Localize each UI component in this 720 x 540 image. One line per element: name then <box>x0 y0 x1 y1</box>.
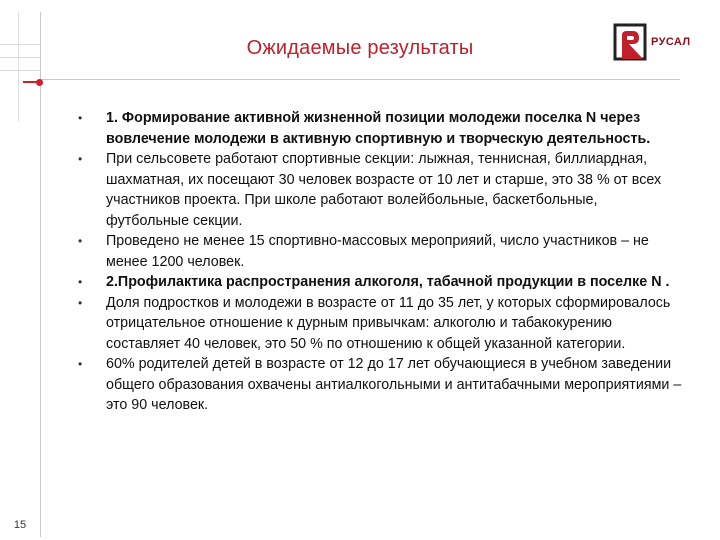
list-item: • Доля подростков и молодежи в возрасте от 11 до 35 лет, у которых сформировалось отрицательное отношение к дурным привычкам: алкоголю и табакокурению составляет 40 человек, это 50 % по отношению к общей указанной категории. <box>78 294 671 352</box>
list-item-text: 60% родителей детей в возрасте от 12 до 17 лет обучающиеся в учебном заведении общего образования охвачены антиалкогольными и антитабачными мероприятиями – это 90 человек. <box>106 356 682 413</box>
rusal-logo-icon <box>613 23 647 61</box>
list-item: • Проведено не менее 15 спортивно-массовых мероприяий, число участников – не менее 1200 человек. <box>78 233 649 270</box>
list-item-text: 1. Формирование активной жизненной позиции молодежи поселка N через вовлечение молодежи в активную спортивную и творческую деятельность. <box>106 110 651 147</box>
left-frame-line <box>40 12 41 537</box>
list-item: • 1. Формирование активной жизненной позиции молодежи поселка N через вовлечение молодежи в активную спортивную и творческую деятельность. <box>78 110 651 147</box>
list-item: • 2.Профилактика распространения алкоголя, табачной продукции в поселке N . <box>78 274 670 290</box>
list-item-text: При сельсовете работают спортивные секции: лыжная, теннисная, биллиардная, шахматная, их посещают 30 человек возрасте от 10 лет и старше, это 38 % от всех участников проекта. При школе работают волейбольные, баскетбольные, футбольные секции. <box>106 151 662 229</box>
list-item-text: Доля подростков и молодежи в возрасте от 11 до 35 лет, у которых сформировалось отрицательное отношение к дурным привычкам: алкоголю и табакокурению составляет 40 человек, это 50 % по отношению к общей указанной категории. <box>106 294 671 352</box>
decorative-tick <box>0 44 40 45</box>
decorative-line <box>18 12 19 122</box>
header-divider <box>40 79 680 80</box>
rusal-logo <box>613 22 703 62</box>
page-number: 15 <box>13 519 27 531</box>
decorative-tick <box>0 57 40 58</box>
list-item: • При сельсовете работают спортивные секции: лыжная, теннисная, биллиардная, шахматная, их посещают 30 человек возрасте от 10 лет и старше, это 38 % от всех участников проекта. При школе работают волейбольные, баскетбольные, футбольные секции. <box>78 151 662 229</box>
list-item-text: Проведено не менее 15 спортивно-массовых мероприяий, число участников – не менее 1200 человек. <box>106 233 649 270</box>
list-item-text: 2.Профилактика распространения алкоголя, табачной продукции в поселке N . <box>106 274 670 290</box>
list-item: • 60% родителей детей в возрасте от 12 до 17 лет обучающиеся в учебном заведении общего образования охвачены антиалкогольными и антитабачными мероприятиями – это 90 человек. <box>78 356 682 413</box>
logo-text: РУСАЛ <box>651 36 691 48</box>
results-list <box>78 108 683 416</box>
decorative-tick <box>0 70 40 71</box>
slide-title: Ожидаемые результаты <box>246 37 474 59</box>
accent-dot <box>36 79 43 86</box>
